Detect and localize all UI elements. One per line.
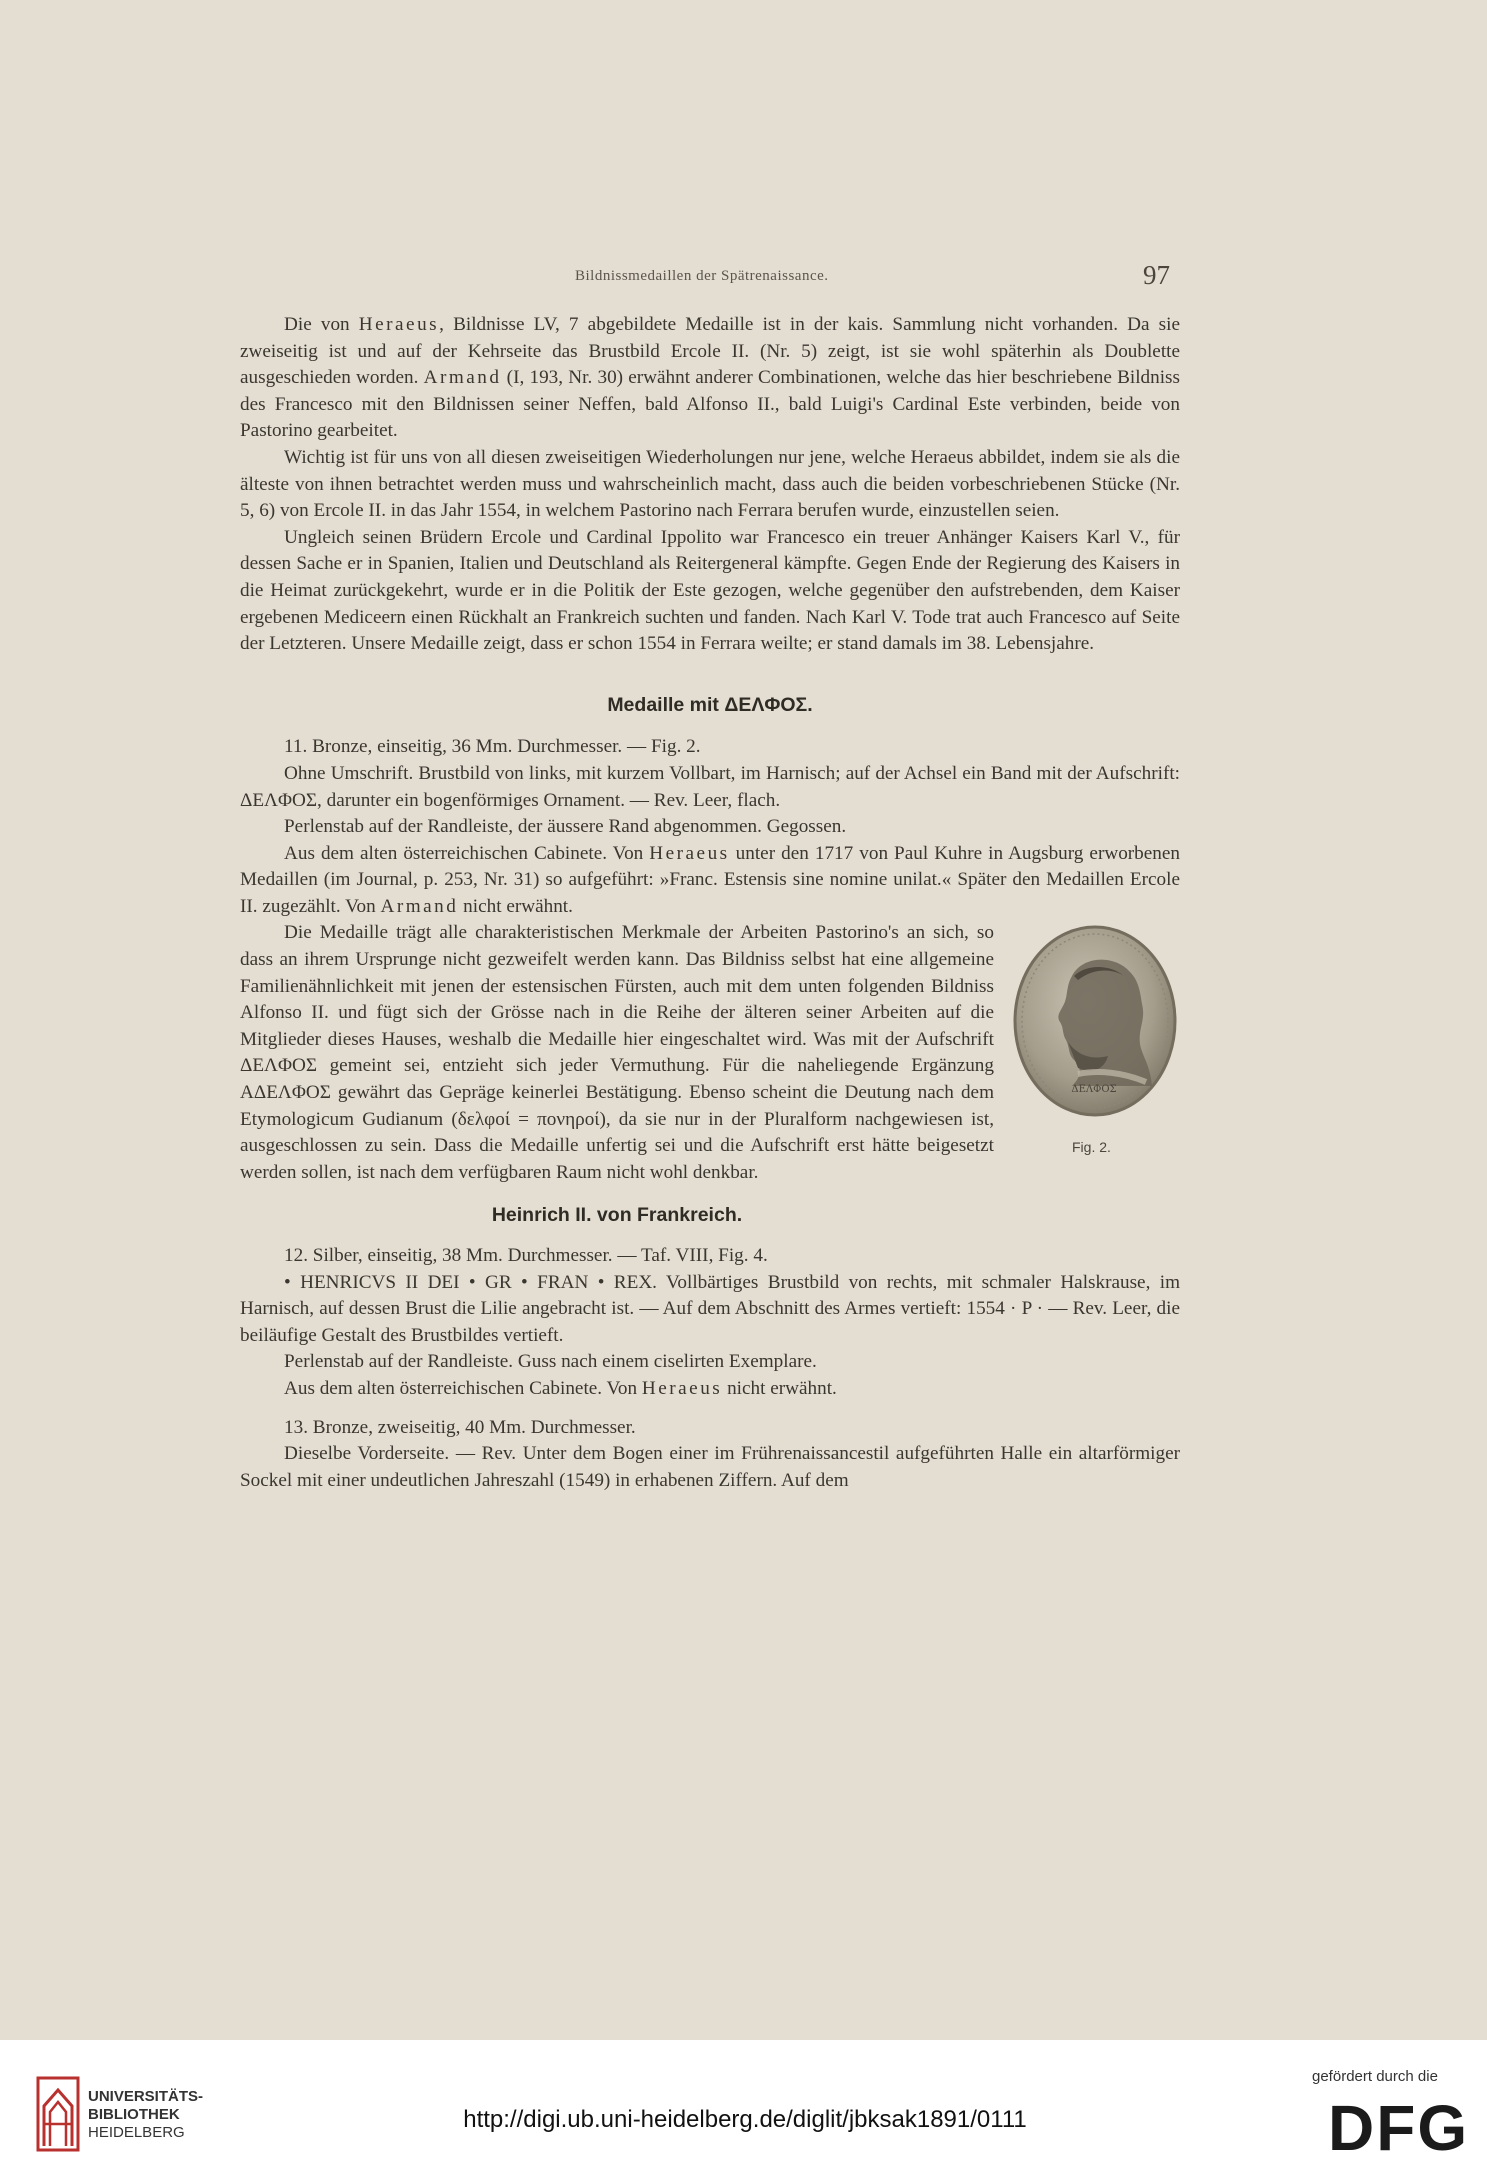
catalog-entry-11: 11. Bronze, einseitig, 36 Mm. Durchmesser. — Fig. 2. <box>284 736 701 758</box>
paragraph-5: Ohne Umschrift. Brustbild von links, mit kurzem Vollbart, im Harnisch; auf der Achsel ein Band mit der Aufschrift: ΔΕΛΦΟΣ, darunter ein bogenförmiges Ornament. — Rev. Leer, flach. <box>240 762 1180 811</box>
library-name: UNIVERSITÄTS- BIBLIOTHEK HEIDELBERG <box>88 2088 204 2141</box>
body-text <box>240 312 1180 1494</box>
footer-bar <box>0 2040 1487 2180</box>
paragraph-14: Dieselbe Vorderseite. — Rev. Unter dem Bogen einer im Frührenaissancestil aufgeführten Halle ein altarförmiger Sockel mit einer undeutlichen Jahreszahl (1549) in erhabenen Ziffern. Auf dem <box>240 1443 1180 1491</box>
figure-2 <box>1010 924 1180 1206</box>
medal-inscription: ΔΕΛΦΟΣ <box>1071 1084 1117 1096</box>
section-heading-heinrich: Heinrich II. von Frankreich. <box>491 1204 743 1227</box>
paragraph-3: Ungleich seinen Brüdern Ercole und Cardinal Ippolito war Francesco ein treuer Anhänger Kaisers Karl V., für dessen Sache er in Spanien, Italien und Deutschland als Reitergeneral kämpfte. Gegen Ende der Regierung des Kaisers in die Heimat zurückgekehrt, wurde er in die Politik der Este gezogen, welche gegenüber den aufstrebenden, dem Kaiser ergebenen Mediceern einen Rückhalt an Frankreich suchten und fanden. Nach Karl V. Tode trat auch Francesco auf Seite der Letzteren. Unsere Medaille zeigt, dass er schon 1554 in Ferrara weilte; er stand damals im 38. Lebensjahre. <box>240 526 1180 655</box>
page-number: 97 <box>1143 260 1170 290</box>
figure-caption: Fig. 2. <box>1072 1139 1111 1156</box>
medal-portrait-image <box>1012 924 1178 1118</box>
catalog-entry-12: 12. Silber, einseitig, 38 Mm. Durchmesser. — Taf. VIII, Fig. 4. <box>284 1245 768 1266</box>
running-head: Bildnissmedaillen der Spätrenaissance. <box>575 268 829 284</box>
catalog-entry-13: 13. Bronze, zweiseitig, 40 Mm. Durchmesser. <box>284 1416 636 1438</box>
university-library-logo-icon <box>36 2076 80 2152</box>
sponsor-label: gefördert durch die <box>1312 2068 1438 2085</box>
paragraph-12: Aus dem alten österreichischen Cabinete. Von Heraeus nicht erwähnt. <box>284 1377 837 1399</box>
paragraph-2: Wichtig ist für uns von all diesen zweiseitigen Wiederholungen nur jene, welche Heraeus abbildet, indem sie als die älteste von ihnen betrachtet werden muss und wahrscheinlich macht, dass auch die beiden vorbeschriebenen Stücke (Nr. 5, 6) von Ercole II. in das Jahr 1554, in welchem Pastorino nach Ferrara berufen wurde, einzustellen seien. <box>240 446 1180 522</box>
paragraph-10: • HENRICVS II DEI • GR • FRAN • REX. Vollbärtiges Brustbild von rechts, mit schmaler Halskrause, im Harnisch, auf dessen Brust die Lilie angebracht ist. — Auf dem Abschnitt des Armes vertieft: 1554 · P · — Rev. Leer, die beiläufige Gestalt des Brustbildes vertieft. <box>240 1271 1180 1346</box>
paragraph-1: Die von Heraeus, Bildnisse LV, 7 abgebildete Medaille ist in der kais. Sammlung nicht vorhanden. Da sie zweiseitig ist und auf der Kehrseite das Brustbild Ercole II. (Nr. 5) zeigt, ist sie wohl späterhin als Doublette ausgeschieden worden. Armand (I, 193, Nr. 30) erwähnt anderer Combinationen, welche das hier beschriebene Bildniss des Francesco mit den Bildnissen seiner Neffen, bald Alfonso II., bald Luigi's Cardinal Este verbinden, beide von Pastorino gearbeitet. <box>240 314 1180 442</box>
section-heading-delphos: Medaille mit ΔΕΛΦΟΣ. <box>607 693 813 716</box>
paragraph-11: Perlenstab auf der Randleiste. Guss nach einem ciselirten Exemplare. <box>284 1351 817 1373</box>
paragraph-8: Die Medaille trägt alle charakteristischen Merkmale der Arbeiten Pastorino's an sich, so dass an ihrem Ursprunge nicht gezweifelt werden kann. Das Bildniss selbst hat eine allgemeine Familienähnlichkeit mit jenen der estensischen Fürsten, auch mit dem unten folgenden Bildniss Alfonso II. und fügt sich der Grösse nach in die Reihe der älteren seiner Arbeiten auf die Mitglieder dieses Hauses, weshalb die Medaille hier eingeschaltet wird. Was mit der Aufschrift ΔΕΛΦΟΣ gemeint sei, entzieht sich jeder Vermuthung. Für die naheliegende Ergänzung ΑΔΕΛΦΟΣ gewährt das Gepräge keinerlei Bestätigung. Ebenso scheint die Deutung nach dem Etymologicum Gudianum (δελφοί = πονηροί), da sie nur in der Pluralform nachgewiesen ist, ausgeschlossen zu sein. Dass die Medaille unfertig sei und die Aufschrift erst hätte beigesetzt werden sollen, ist nach dem verfügbaren Raum nicht wohl denkbar. <box>240 922 994 1183</box>
dfg-logo: DFG <box>1328 2092 1470 2164</box>
permalink-url[interactable]: http://digi.ub.uni-heidelberg.de/diglit/jbksak1891/0111 <box>463 2106 1027 2133</box>
paragraph-7: Aus dem alten österreichischen Cabinete. Von Heraeus unter den 1717 von Paul Kuhre in Augsburg erworbenen Medaillen (im Journal, p. 253, Nr. 31) so aufgeführt: »Franc. Estensis sine nomine unilat.« Später den Medaillen Ercole II. zugezählt. Von Armand nicht erwähnt. <box>240 842 1180 917</box>
paragraph-6: Perlenstab auf der Randleiste, der äussere Rand abgenommen. Gegossen. <box>284 816 847 838</box>
